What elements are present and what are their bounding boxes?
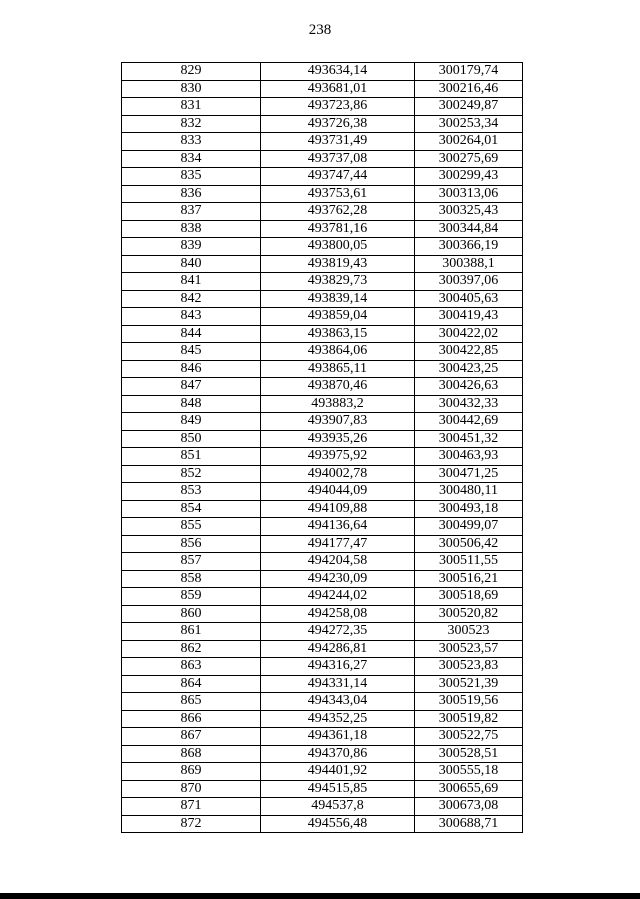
point-number-cell: 840 xyxy=(122,255,261,273)
y-coordinate-cell: 300528,51 xyxy=(415,745,523,763)
y-coordinate-cell: 300366,19 xyxy=(415,238,523,256)
y-coordinate-cell: 300516,21 xyxy=(415,570,523,588)
y-coordinate-cell: 300426,63 xyxy=(415,378,523,396)
point-number-cell: 853 xyxy=(122,483,261,501)
y-coordinate-cell: 300405,63 xyxy=(415,290,523,308)
point-number-cell: 862 xyxy=(122,640,261,658)
x-coordinate-cell: 494109,88 xyxy=(261,500,415,518)
y-coordinate-cell: 300249,87 xyxy=(415,98,523,116)
x-coordinate-cell: 494272,35 xyxy=(261,623,415,641)
table-row xyxy=(122,780,523,798)
point-number-cell: 838 xyxy=(122,220,261,238)
y-coordinate-cell: 300442,69 xyxy=(415,413,523,431)
y-coordinate-cell: 300673,08 xyxy=(415,798,523,816)
table-row xyxy=(122,308,523,326)
x-coordinate-cell: 494515,85 xyxy=(261,780,415,798)
point-number-cell: 871 xyxy=(122,798,261,816)
point-number-cell: 832 xyxy=(122,115,261,133)
y-coordinate-cell: 300480,11 xyxy=(415,483,523,501)
table-row xyxy=(122,640,523,658)
table-row xyxy=(122,185,523,203)
y-coordinate-cell: 300518,69 xyxy=(415,588,523,606)
table-row xyxy=(122,500,523,518)
y-coordinate-cell: 300423,25 xyxy=(415,360,523,378)
page-number: 238 xyxy=(308,22,332,38)
y-coordinate-cell: 300523 xyxy=(415,623,523,641)
point-number-cell: 833 xyxy=(122,133,261,151)
x-coordinate-cell: 493753,61 xyxy=(261,185,415,203)
table-row xyxy=(122,378,523,396)
point-number-cell: 847 xyxy=(122,378,261,396)
x-coordinate-cell: 493865,11 xyxy=(261,360,415,378)
table-row xyxy=(122,238,523,256)
x-coordinate-cell: 494316,27 xyxy=(261,658,415,676)
table-row xyxy=(122,465,523,483)
point-number-cell: 852 xyxy=(122,465,261,483)
point-number-cell: 848 xyxy=(122,395,261,413)
x-coordinate-cell: 493634,14 xyxy=(261,63,415,81)
x-coordinate-cell: 493781,16 xyxy=(261,220,415,238)
table-row xyxy=(122,745,523,763)
y-coordinate-cell: 300506,42 xyxy=(415,535,523,553)
x-coordinate-cell: 494002,78 xyxy=(261,465,415,483)
y-coordinate-cell: 300471,25 xyxy=(415,465,523,483)
x-coordinate-cell: 494556,48 xyxy=(261,815,415,833)
table-row xyxy=(122,343,523,361)
point-number-cell: 854 xyxy=(122,500,261,518)
point-number-cell: 831 xyxy=(122,98,261,116)
x-coordinate-cell: 493762,28 xyxy=(261,203,415,221)
y-coordinate-cell: 300432,33 xyxy=(415,395,523,413)
table-row xyxy=(122,798,523,816)
table-row xyxy=(122,413,523,431)
x-coordinate-cell: 493726,38 xyxy=(261,115,415,133)
point-number-cell: 868 xyxy=(122,745,261,763)
table-row xyxy=(122,325,523,343)
point-number-cell: 843 xyxy=(122,308,261,326)
table-row xyxy=(122,675,523,693)
table-row xyxy=(122,360,523,378)
y-coordinate-cell: 300511,55 xyxy=(415,553,523,571)
point-number-cell: 842 xyxy=(122,290,261,308)
x-coordinate-cell: 493829,73 xyxy=(261,273,415,291)
table-row xyxy=(122,693,523,711)
point-number-cell: 872 xyxy=(122,815,261,833)
y-coordinate-cell: 300522,75 xyxy=(415,728,523,746)
y-coordinate-cell: 300493,18 xyxy=(415,500,523,518)
table-row xyxy=(122,605,523,623)
point-number-cell: 846 xyxy=(122,360,261,378)
table-row xyxy=(122,518,523,536)
point-number-cell: 837 xyxy=(122,203,261,221)
y-coordinate-cell: 300523,83 xyxy=(415,658,523,676)
point-number-cell: 866 xyxy=(122,710,261,728)
x-coordinate-cell: 493747,44 xyxy=(261,168,415,186)
x-coordinate-cell: 493864,06 xyxy=(261,343,415,361)
y-coordinate-cell: 300521,39 xyxy=(415,675,523,693)
y-coordinate-cell: 300520,82 xyxy=(415,605,523,623)
y-coordinate-cell: 300179,74 xyxy=(415,63,523,81)
x-coordinate-cell: 494343,04 xyxy=(261,693,415,711)
table-row xyxy=(122,763,523,781)
x-coordinate-cell: 493975,92 xyxy=(261,448,415,466)
table-row xyxy=(122,150,523,168)
coordinates-table-body xyxy=(122,63,523,833)
x-coordinate-cell: 493907,83 xyxy=(261,413,415,431)
point-number-cell: 859 xyxy=(122,588,261,606)
table-row xyxy=(122,63,523,81)
table-row xyxy=(122,553,523,571)
x-coordinate-cell: 493870,46 xyxy=(261,378,415,396)
y-coordinate-cell: 300655,69 xyxy=(415,780,523,798)
table-row xyxy=(122,255,523,273)
x-coordinate-cell: 494044,09 xyxy=(261,483,415,501)
table-row xyxy=(122,448,523,466)
table-row xyxy=(122,815,523,833)
y-coordinate-cell: 300313,06 xyxy=(415,185,523,203)
y-coordinate-cell: 300216,46 xyxy=(415,80,523,98)
y-coordinate-cell: 300499,07 xyxy=(415,518,523,536)
x-coordinate-cell: 493723,86 xyxy=(261,98,415,116)
y-coordinate-cell: 300519,56 xyxy=(415,693,523,711)
table-row xyxy=(122,168,523,186)
x-coordinate-cell: 494258,08 xyxy=(261,605,415,623)
x-coordinate-cell: 494331,14 xyxy=(261,675,415,693)
table-row xyxy=(122,570,523,588)
x-coordinate-cell: 494352,25 xyxy=(261,710,415,728)
x-coordinate-cell: 494361,18 xyxy=(261,728,415,746)
table-row xyxy=(122,728,523,746)
table-row xyxy=(122,273,523,291)
table-row xyxy=(122,98,523,116)
y-coordinate-cell: 300325,43 xyxy=(415,203,523,221)
point-number-cell: 870 xyxy=(122,780,261,798)
x-coordinate-cell: 494204,58 xyxy=(261,553,415,571)
table-row xyxy=(122,535,523,553)
table-row xyxy=(122,133,523,151)
x-coordinate-cell: 494244,02 xyxy=(261,588,415,606)
y-coordinate-cell: 300422,02 xyxy=(415,325,523,343)
y-coordinate-cell: 300422,85 xyxy=(415,343,523,361)
point-number-cell: 869 xyxy=(122,763,261,781)
x-coordinate-cell: 493859,04 xyxy=(261,308,415,326)
y-coordinate-cell: 300688,71 xyxy=(415,815,523,833)
point-number-cell: 865 xyxy=(122,693,261,711)
x-coordinate-cell: 493883,2 xyxy=(261,395,415,413)
x-coordinate-cell: 493839,14 xyxy=(261,290,415,308)
point-number-cell: 844 xyxy=(122,325,261,343)
point-number-cell: 851 xyxy=(122,448,261,466)
y-coordinate-cell: 300253,34 xyxy=(415,115,523,133)
table-row xyxy=(122,395,523,413)
point-number-cell: 849 xyxy=(122,413,261,431)
point-number-cell: 841 xyxy=(122,273,261,291)
x-coordinate-cell: 493819,43 xyxy=(261,255,415,273)
coordinates-table xyxy=(121,62,523,833)
y-coordinate-cell: 300397,06 xyxy=(415,273,523,291)
x-coordinate-cell: 494370,86 xyxy=(261,745,415,763)
x-coordinate-cell: 494537,8 xyxy=(261,798,415,816)
x-coordinate-cell: 493935,26 xyxy=(261,430,415,448)
point-number-cell: 857 xyxy=(122,553,261,571)
point-number-cell: 830 xyxy=(122,80,261,98)
table-row xyxy=(122,588,523,606)
x-coordinate-cell: 493800,05 xyxy=(261,238,415,256)
table-row xyxy=(122,80,523,98)
point-number-cell: 856 xyxy=(122,535,261,553)
table-row xyxy=(122,623,523,641)
bottom-border xyxy=(0,893,640,899)
x-coordinate-cell: 493737,08 xyxy=(261,150,415,168)
y-coordinate-cell: 300344,84 xyxy=(415,220,523,238)
point-number-cell: 858 xyxy=(122,570,261,588)
point-number-cell: 855 xyxy=(122,518,261,536)
y-coordinate-cell: 300264,01 xyxy=(415,133,523,151)
table-row xyxy=(122,220,523,238)
point-number-cell: 863 xyxy=(122,658,261,676)
y-coordinate-cell: 300519,82 xyxy=(415,710,523,728)
table-row xyxy=(122,290,523,308)
point-number-cell: 834 xyxy=(122,150,261,168)
point-number-cell: 860 xyxy=(122,605,261,623)
x-coordinate-cell: 493731,49 xyxy=(261,133,415,151)
point-number-cell: 835 xyxy=(122,168,261,186)
point-number-cell: 836 xyxy=(122,185,261,203)
table-row xyxy=(122,483,523,501)
table-row xyxy=(122,115,523,133)
table-row xyxy=(122,203,523,221)
point-number-cell: 839 xyxy=(122,238,261,256)
x-coordinate-cell: 494401,92 xyxy=(261,763,415,781)
x-coordinate-cell: 493863,15 xyxy=(261,325,415,343)
point-number-cell: 845 xyxy=(122,343,261,361)
x-coordinate-cell: 494286,81 xyxy=(261,640,415,658)
y-coordinate-cell: 300523,57 xyxy=(415,640,523,658)
point-number-cell: 829 xyxy=(122,63,261,81)
x-coordinate-cell: 493681,01 xyxy=(261,80,415,98)
y-coordinate-cell: 300463,93 xyxy=(415,448,523,466)
y-coordinate-cell: 300555,18 xyxy=(415,763,523,781)
point-number-cell: 867 xyxy=(122,728,261,746)
y-coordinate-cell: 300275,69 xyxy=(415,150,523,168)
y-coordinate-cell: 300451,32 xyxy=(415,430,523,448)
table-row xyxy=(122,658,523,676)
point-number-cell: 850 xyxy=(122,430,261,448)
table-row xyxy=(122,430,523,448)
y-coordinate-cell: 300388,1 xyxy=(415,255,523,273)
y-coordinate-cell: 300419,43 xyxy=(415,308,523,326)
x-coordinate-cell: 494230,09 xyxy=(261,570,415,588)
x-coordinate-cell: 494177,47 xyxy=(261,535,415,553)
table-row xyxy=(122,710,523,728)
point-number-cell: 861 xyxy=(122,623,261,641)
y-coordinate-cell: 300299,43 xyxy=(415,168,523,186)
x-coordinate-cell: 494136,64 xyxy=(261,518,415,536)
point-number-cell: 864 xyxy=(122,675,261,693)
